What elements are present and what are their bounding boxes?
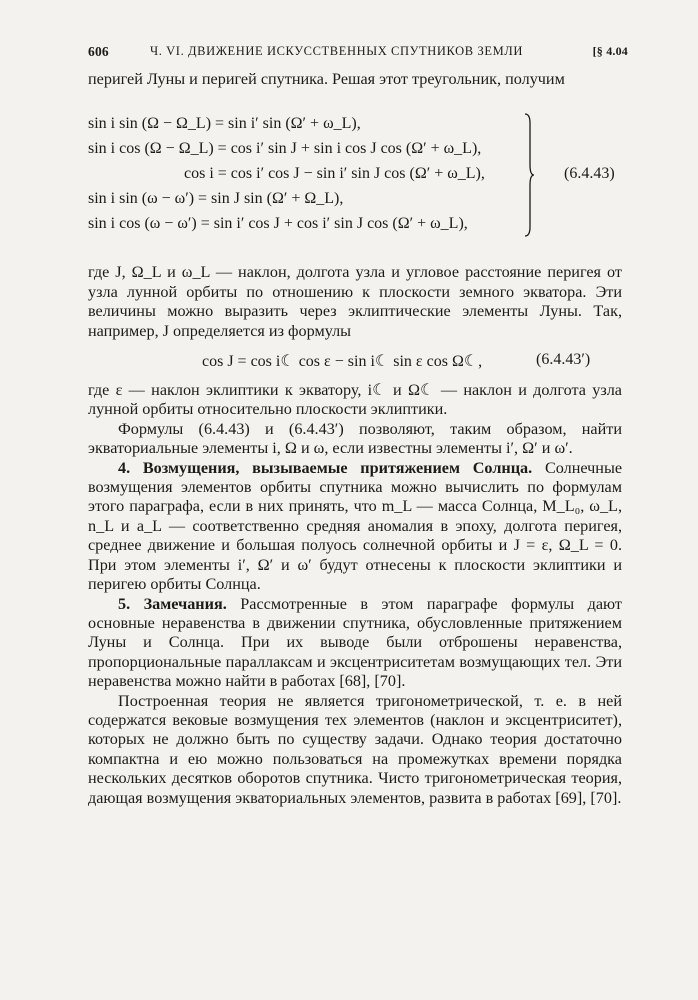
running-header <box>88 44 628 66</box>
equation-number: (6.4.43′) <box>536 351 591 369</box>
equation-line: sin i cos (ω − ω′) = sin i′ cos J + cos i′ sin J cos (Ω′ + ω_L), <box>88 215 468 233</box>
intro-paragraph: перигей Луны и перигей спутника. Решая этот треугольник, получим <box>88 70 565 88</box>
section-5-heading: 5. Замечания. <box>118 594 227 613</box>
final-paragraph: Построенная теория не является тригонометрической, т. е. в ней содержатся вековые возмущения тех элементов (наклон и эксцентриситет), которых не должно быть по существу задачи. Однако теория достаточно компактна и ею можно пользоваться на промежутках времени порядка нескольких десятков оборотов спутника. Чисто тригонометрическая теория, дающая возмущения экваториальных элементов, развита в работах [69], [70]. <box>88 691 622 807</box>
section-5-text: Рассмотренные в этом параграфе формулы дают основные неравенства в движении спутника, обусловленные притяжением Луны и Солнца. При их выводе были отброшены неравенства, пропорциональные параллаксам и эксцентриситетам возмущающих тел. Эти неравенства можно найти в работах [68], [70]. <box>88 594 623 691</box>
equation-line: cos i = cos i′ cos J − sin i′ sin J cos (Ω′ + ω_L), <box>184 165 485 183</box>
section-4-paragraph <box>88 459 622 595</box>
equation-system <box>88 115 622 241</box>
page-number: 606 <box>88 44 109 59</box>
equation-line: sin i cos (Ω − Ω_L) = cos i′ sin J + sin i cos J cos (Ω′ + ω_L), <box>88 140 482 158</box>
equation-line: sin i sin (Ω − Ω_L) = sin i′ sin (Ω′ + ω_L), <box>88 115 361 133</box>
equation-line: sin i sin (ω − ω′) = sin J sin (Ω′ + Ω_L), <box>88 190 344 208</box>
section-reference: [§ 4.04 <box>592 44 628 58</box>
equation-display <box>88 347 622 375</box>
chapter-title: Ч. VI. ДВИЖЕНИЕ ИСКУССТВЕННЫХ СПУТНИКОВ ЗЕМЛИ <box>150 44 523 58</box>
book-page <box>88 44 628 808</box>
paragraph-formulas: Формулы (6.4.43) и (6.4.43′) позволяют, таким образом, найти экваториальные элементы i, Ω и ω, если известны элементы i′, Ω′ и ω′. <box>88 419 622 458</box>
equation-body: cos J = cos i☾ cos ε − sin i☾ sin ε cos Ω☾, <box>202 353 483 371</box>
section-4-heading: 4. Возмущения, вызываемые притяжением Солнца. <box>118 458 533 477</box>
paragraph-epsilon: где ε — наклон эклиптики к экватору, i☾ и Ω☾ — наклон и долгота узла лунной орбиты относительно плоскости эклиптики. <box>88 381 622 419</box>
right-brace-icon <box>524 113 534 237</box>
section-5-paragraph <box>88 595 622 692</box>
equation-number: (6.4.43) <box>564 165 615 183</box>
section-4-text: Солнечные возмущения элементов орбиты спутника можно вычислить по формулам этого параграфа, если в них принять, что m_L — масса Солнца, M_L₀, ω_L, n_L и a_L — соответственно средняя аномалия в эпоху, долгота перигея, среднее движение и большая полуось солнечной орбиты и J = ε, Ω_L = 0. При этом элементы i′, Ω′ и ω′ будут отнесены к плоскости эклиптики и перигею орбиты Солнца. <box>88 458 623 594</box>
paragraph-where: где J, Ω_L и ω_L — наклон, долгота узла и угловое расстояние перигея от узла лунной орбиты по отношению к плоскости земного экватора. Эти величины можно выразить через эклиптические элементы Луны. Так, например, J определяется из формулы <box>88 263 622 340</box>
